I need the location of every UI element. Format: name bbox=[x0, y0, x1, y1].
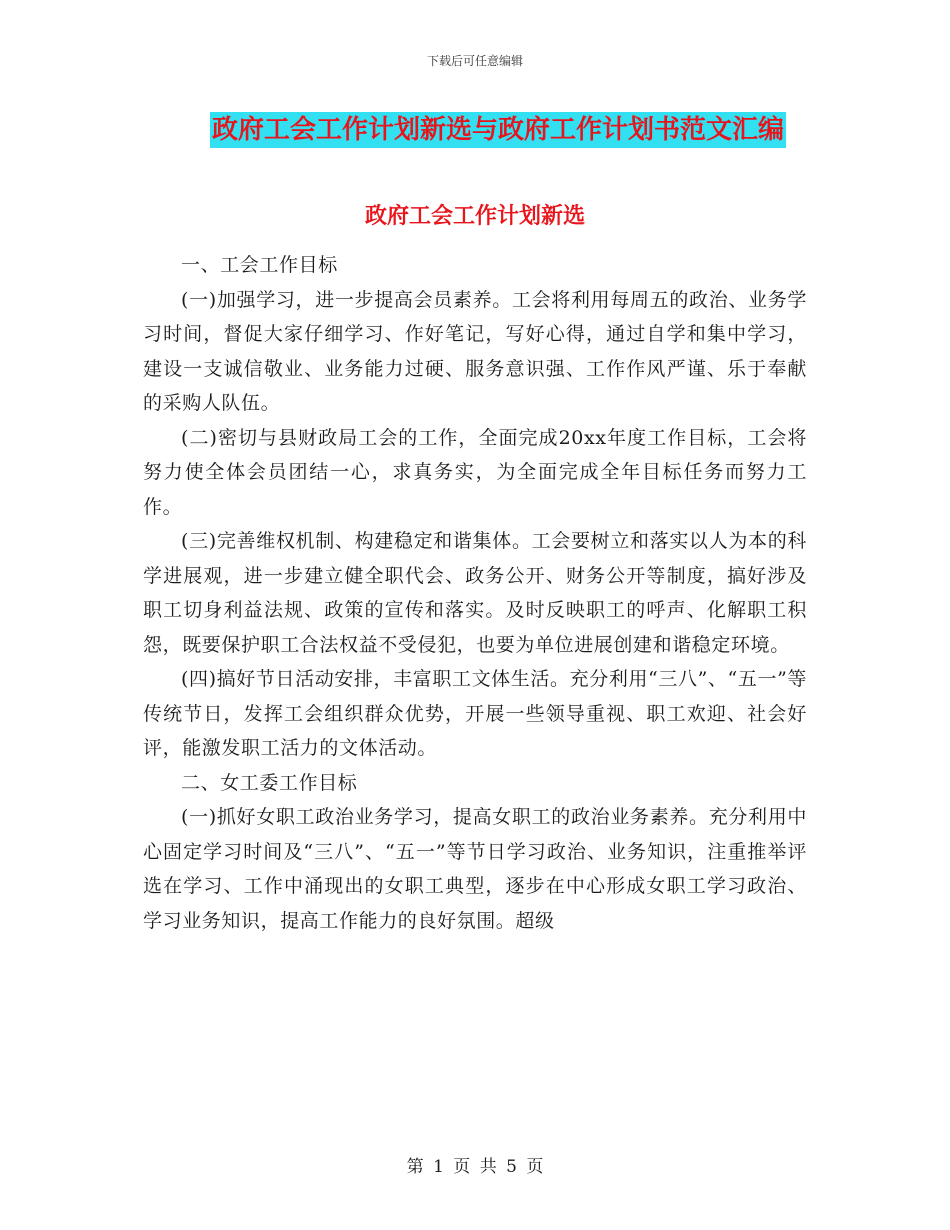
paragraph: (四)搞好节日活动安排，丰富职工文体生活。充分利用“三八”、“五一”等传统节日，发挥工会组织群众优势，开展一些领导重视、职工欢迎、社会好评，能激发职工活力的文体活动。 bbox=[143, 668, 807, 759]
page-number: 第 1 页 共 5 页 bbox=[406, 1157, 544, 1177]
main-title-wrap bbox=[0, 112, 950, 148]
paragraph: (一)抓好女职工政治业务学习，提高女职工的政治业务素养。充分利用中心固定学习时间及“三八”、“五一”等节日学习政治、业务知识，注重推举评选在学习、工作中涌现出的女职工典型，逐步在中心形成女职工学习政治、学习业务知识，提高工作能力的良好氛围。超级 bbox=[143, 806, 807, 932]
main-title: 政府工会工作计划新选与政府工作计划书范文汇编 bbox=[210, 112, 786, 148]
header-note: 下载后可任意编辑 bbox=[426, 54, 523, 68]
document-body bbox=[143, 248, 807, 938]
paragraph: (三)完善维权机制、构建稳定和谐集体。工会要树立和落实以人为本的科学进展观，进一步建立健全职代会、政务公开、财务公开等制度，搞好涉及职工切身利益法规、政策的宣传和落实。及时反映职工的呼声、化解职工积怨，既要保护职工合法权益不受侵犯，也要为单位进展创建和谐稳定环境。 bbox=[143, 530, 807, 656]
paragraph-heading-1: 一、工会工作目标 bbox=[181, 254, 338, 276]
paragraph-heading-2: 二、女工委工作目标 bbox=[181, 771, 358, 794]
paragraph: (二)密切与县财政局工会的工作，全面完成20xx年度工作目标，工会将努力使全体会员团结一心，求真务实，为全面完成全年目标任务而努力工作。 bbox=[143, 426, 807, 518]
paragraph: (一)加强学习，进一步提高会员素养。工会将利用每周五的政治、业务学习时间，督促大家仔细学习、作好笔记，写好心得，通过自学和集中学习，建设一支诚信敬业、业务能力过硬、服务意识强、工作作风严谨、乐于奉献的采购人队伍。 bbox=[143, 288, 807, 414]
sub-title: 政府工会工作计划新选 bbox=[364, 203, 585, 229]
